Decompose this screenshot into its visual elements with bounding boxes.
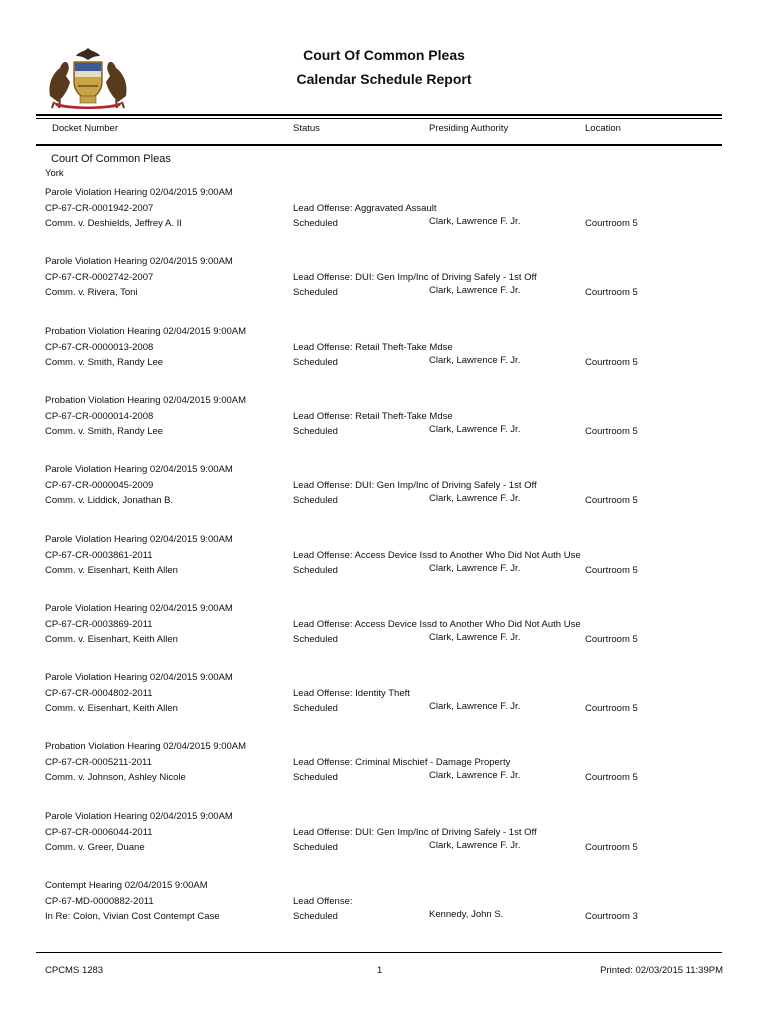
- footer-page-number: 1: [377, 965, 383, 976]
- hearing-entry: [0, 464, 768, 524]
- presiding-authority: Clark, Lawrence F. Jr.: [429, 562, 521, 574]
- header-divider: [36, 114, 722, 116]
- case-caption: Comm. v. Rivera, Toni: [45, 287, 138, 299]
- case-caption: In Re: Colon, Vivian Cost Contempt Case: [45, 911, 220, 922]
- lead-offense: Lead Offense: Identity Theft: [293, 688, 410, 700]
- hearing-entry: [0, 672, 768, 732]
- location: Courtroom 5: [585, 703, 638, 715]
- lead-offense: Lead Offense: DUI: Gen Imp/Inc of Driving Safely - 1st Off: [293, 480, 537, 492]
- hearing-entry: [0, 256, 768, 316]
- presiding-authority: Clark, Lawrence F. Jr.: [429, 631, 521, 643]
- lead-offense: Lead Offense: Retail Theft-Take Mdse: [293, 410, 453, 422]
- hearing-type-date: Parole Violation Hearing 02/04/2015 9:00AM: [45, 256, 233, 268]
- hearing-type-date: Parole Violation Hearing 02/04/2015 9:00AM: [45, 533, 233, 545]
- docket-number: CP-67-CR-0002742-2007: [45, 272, 154, 284]
- hearing-type-date: Parole Violation Hearing 02/04/2015 9:00AM: [45, 187, 233, 198]
- hearing-entry: [0, 603, 768, 663]
- location: Courtroom 5: [585, 356, 638, 368]
- header-divider-thin: [36, 118, 722, 119]
- status: Scheduled: [293, 633, 338, 645]
- lead-offense: Lead Offense: DUI: Gen Imp/Inc of Driving Safely - 1st Off: [293, 272, 537, 284]
- case-caption: Comm. v. Eisenhart, Keith Allen: [45, 564, 178, 576]
- hearing-type-date: Contempt Hearing 02/04/2015 9:00AM: [45, 880, 208, 891]
- hearing-entry: [0, 395, 768, 455]
- presiding-authority: Clark, Lawrence F. Jr.: [429, 216, 521, 227]
- docket-number: CP-67-CR-0000013-2008: [45, 341, 154, 353]
- location: Courtroom 5: [585, 841, 638, 853]
- hearing-entry: [0, 880, 768, 940]
- docket-number: CP-67-CR-0003869-2011: [45, 618, 153, 630]
- lead-offense: Lead Offense: Access Device Issd to Another Who Did Not Auth Use: [293, 549, 581, 561]
- docket-number: CP-67-MD-0000882-2011: [45, 896, 154, 907]
- column-header-presiding: Presiding Authority: [429, 123, 509, 134]
- location: Courtroom 5: [585, 218, 638, 229]
- location: Courtroom 5: [585, 425, 638, 437]
- status: Scheduled: [293, 356, 338, 368]
- case-caption: Comm. v. Eisenhart, Keith Allen: [45, 703, 178, 715]
- case-caption: Comm. v. Eisenhart, Keith Allen: [45, 633, 178, 645]
- case-caption: Comm. v. Smith, Randy Lee: [45, 425, 164, 437]
- case-caption: Comm. v. Deshields, Jeffrey A. II: [45, 218, 182, 229]
- lead-offense: Lead Offense: Aggravated Assault: [293, 203, 437, 214]
- case-caption: Comm. v. Smith, Randy Lee: [45, 356, 164, 368]
- report-subtitle: Calendar Schedule Report: [296, 71, 472, 87]
- hearing-type-date: Parole Violation Hearing 02/04/2015 9:00AM: [45, 464, 233, 476]
- section-court-name: Court Of Common Pleas: [51, 153, 171, 165]
- docket-number: CP-67-CR-0005211-2011: [45, 757, 152, 769]
- presiding-authority: Kennedy, John S.: [429, 909, 504, 920]
- hearing-entry: [0, 741, 768, 801]
- location: Courtroom 5: [585, 287, 638, 299]
- case-caption: Comm. v. Johnson, Ashley Nicole: [45, 772, 186, 784]
- report-court-title: Court Of Common Pleas: [303, 47, 465, 63]
- status: Scheduled: [293, 772, 338, 784]
- status: Scheduled: [293, 564, 338, 576]
- hearing-type-date: Probation Violation Hearing 02/04/2015 9:00AM: [45, 394, 247, 406]
- status: Scheduled: [293, 841, 338, 853]
- column-header-docket: Docket Number: [52, 123, 118, 134]
- presiding-authority: Clark, Lawrence F. Jr.: [429, 423, 521, 435]
- docket-number: CP-67-CR-0004802-2011: [45, 688, 153, 700]
- location: Courtroom 5: [585, 633, 638, 645]
- footer-form-id: CPCMS 1283: [45, 965, 104, 976]
- hearing-type-date: Probation Violation Hearing 02/04/2015 9:00AM: [45, 741, 247, 753]
- docket-number: CP-67-CR-0000014-2008: [45, 410, 154, 422]
- lead-offense: Lead Offense: Retail Theft-Take Mdse: [293, 341, 453, 353]
- hearing-entry: [0, 534, 768, 594]
- docket-number: CP-67-CR-0006044-2011: [45, 826, 153, 838]
- column-header-location: Location: [585, 123, 621, 134]
- status: Scheduled: [293, 911, 338, 922]
- status: Scheduled: [293, 287, 338, 299]
- presiding-authority: Clark, Lawrence F. Jr.: [429, 839, 521, 851]
- status: Scheduled: [293, 495, 338, 507]
- hearing-entry: [0, 187, 768, 247]
- docket-number: CP-67-CR-0001942-2007: [45, 203, 154, 214]
- location: Courtroom 5: [585, 495, 638, 507]
- location: Courtroom 5: [585, 772, 638, 784]
- footer-printed-timestamp: Printed: 02/03/2015 11:39PM: [600, 965, 723, 976]
- lead-offense: Lead Offense:: [293, 896, 353, 907]
- lead-offense: Lead Offense: Criminal Mischief - Damage Property: [293, 757, 511, 769]
- presiding-authority: Clark, Lawrence F. Jr.: [429, 770, 521, 782]
- docket-number: CP-67-CR-0000045-2009: [45, 480, 154, 492]
- location: Courtroom 3: [585, 911, 638, 922]
- section-county: York: [45, 168, 64, 179]
- status: Scheduled: [293, 703, 338, 715]
- presiding-authority: Clark, Lawrence F. Jr.: [429, 354, 521, 366]
- presiding-authority: Clark, Lawrence F. Jr.: [429, 285, 521, 297]
- column-header-status: Status: [293, 123, 320, 134]
- hearing-type-date: Parole Violation Hearing 02/04/2015 9:00AM: [45, 810, 233, 822]
- location: Courtroom 5: [585, 564, 638, 576]
- hearing-type-date: Probation Violation Hearing 02/04/2015 9:00AM: [45, 325, 247, 337]
- presiding-authority: Clark, Lawrence F. Jr.: [429, 701, 521, 713]
- footer-divider: [36, 952, 722, 953]
- hearing-entry: [0, 811, 768, 871]
- docket-number: CP-67-CR-0003861-2011: [45, 549, 153, 561]
- status: Scheduled: [293, 425, 338, 437]
- case-caption: Comm. v. Greer, Duane: [45, 841, 145, 853]
- lead-offense: Lead Offense: DUI: Gen Imp/Inc of Driving Safely - 1st Off: [293, 826, 537, 838]
- lead-offense: Lead Offense: Access Device Issd to Another Who Did Not Auth Use: [293, 618, 581, 630]
- case-caption: Comm. v. Liddick, Jonathan B.: [45, 495, 174, 507]
- hearing-entry: [0, 326, 768, 386]
- status: Scheduled: [293, 218, 338, 229]
- column-header-divider: [36, 144, 722, 146]
- hearing-type-date: Parole Violation Hearing 02/04/2015 9:00AM: [45, 602, 233, 614]
- presiding-authority: Clark, Lawrence F. Jr.: [429, 493, 521, 505]
- hearing-type-date: Parole Violation Hearing 02/04/2015 9:00AM: [45, 672, 233, 684]
